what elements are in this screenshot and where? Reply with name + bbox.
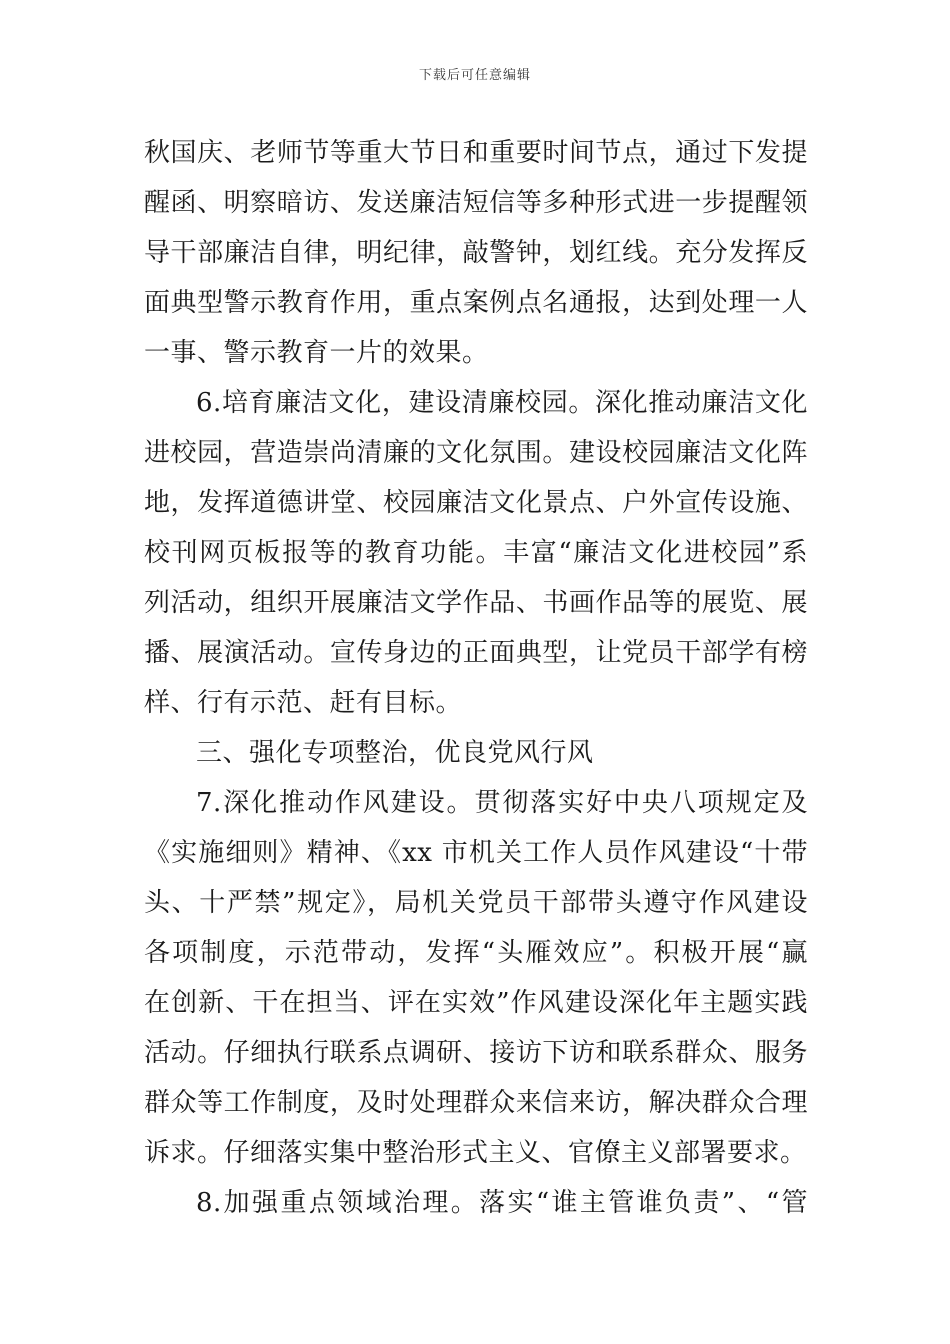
document-body <box>144 128 808 1228</box>
paragraph-7 <box>144 778 808 1178</box>
text-line: 活动。仔细执行联系点调研、接访下访和联系群众、服务 <box>144 1038 808 1068</box>
text-line: 导干部廉洁自律，明纪律，敲警钟，划红线。充分发挥反 <box>144 238 808 268</box>
section-heading: 三、强化专项整治，优良党风行风 <box>196 738 594 768</box>
text-line: 诉求。仔细落实集中整治形式主义、官僚主义部署要求。 <box>144 1138 807 1168</box>
text-line: 头、十严禁”规定》，局机关党员干部带头遵守作风建设 <box>144 888 808 918</box>
page-header: 下载后可任意编辑 <box>418 68 531 83</box>
text-line: 《实施细则》精神、《xx 市机关工作人员作风建设“十带 <box>144 838 808 868</box>
text-line: 面典型警示教育作用，重点案例点名通报，达到处理一人 <box>144 288 808 318</box>
text-line: 7.深化推动作风建设。贯彻落实好中央八项规定及 <box>196 788 808 818</box>
section-heading-3 <box>144 728 808 778</box>
text-line: 一事、警示教育一片的效果。 <box>144 338 489 368</box>
paragraph-8 <box>144 1178 808 1228</box>
text-line: 各项制度，示范带动，发挥“头雁效应”。积极开展“赢 <box>144 938 808 968</box>
text-line: 醒函、明察暗访、发送廉洁短信等多种形式进一步提醒领 <box>144 188 808 218</box>
text-line: 播、展演活动。宣传身边的正面典型，让党员干部学有榜 <box>144 638 808 668</box>
text-line: 6.培育廉洁文化，建设清廉校园。深化推动廉洁文化 <box>196 388 808 418</box>
text-line: 地，发挥道德讲堂、校园廉洁文化景点、户外宣传设施、 <box>144 488 808 518</box>
text-line: 进校园，营造崇尚清廉的文化氛围。建设校园廉洁文化阵 <box>144 438 808 468</box>
paragraph-6 <box>144 378 808 728</box>
text-line: 样、行有示范、赶有目标。 <box>144 688 463 718</box>
text-line: 8.加强重点领域治理。落实“谁主管谁负责”、“管 <box>196 1188 808 1218</box>
paragraph-1 <box>144 128 808 378</box>
text-line: 秋国庆、老师节等重大节日和重要时间节点，通过下发提 <box>144 138 808 168</box>
text-line: 群众等工作制度，及时处理群众来信来访，解决群众合理 <box>144 1088 808 1118</box>
text-line: 校刊网页板报等的教育功能。丰富“廉洁文化进校园”系 <box>144 538 808 568</box>
text-line: 在创新、干在担当、评在实效”作风建设深化年主题实践 <box>144 988 808 1018</box>
text-line: 列活动，组织开展廉洁文学作品、书画作品等的展览、展 <box>144 588 808 618</box>
